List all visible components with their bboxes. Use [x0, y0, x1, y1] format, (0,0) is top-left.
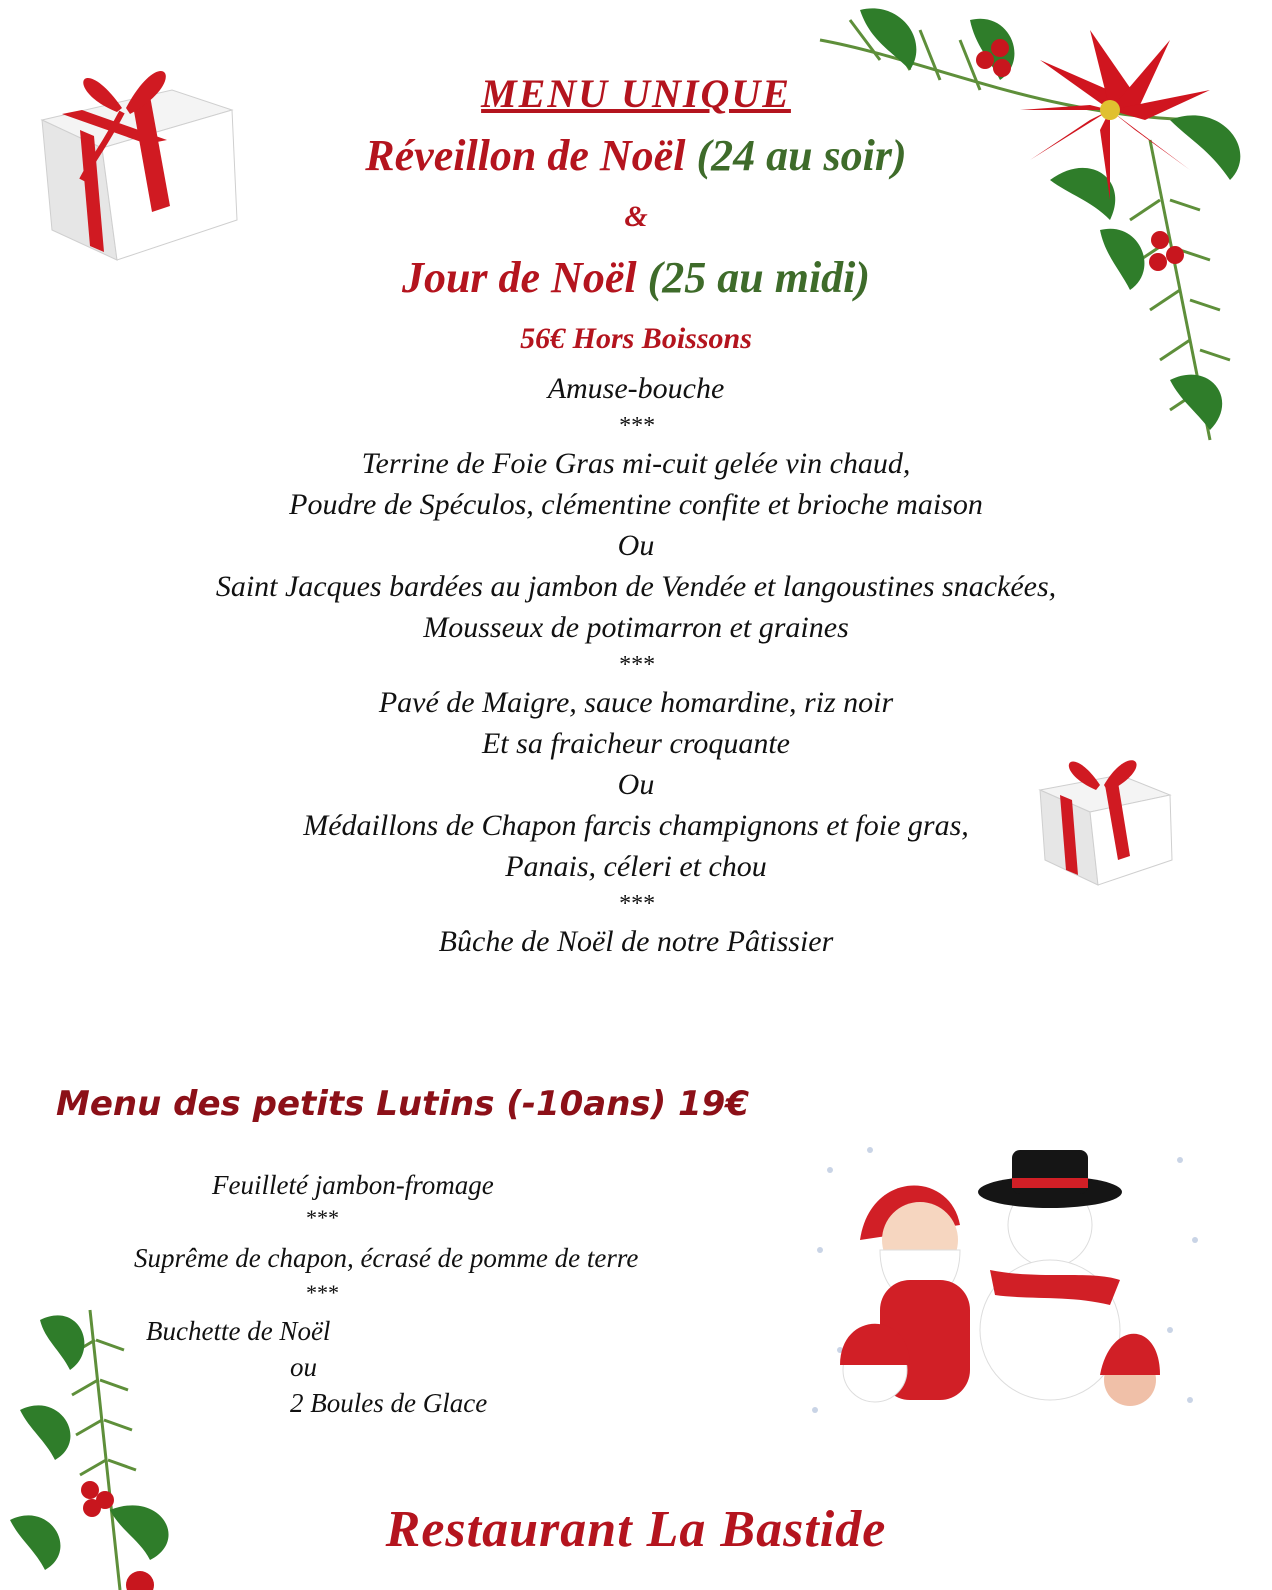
menu-line: Poudre de Spéculos, clémentine confite et brioche maison: [289, 488, 983, 521]
kids-line: ou: [290, 1352, 317, 1382]
menu-line: Ou: [617, 768, 655, 801]
kids-line: Suprême de chapon, écrasé de pomme de terre: [134, 1243, 639, 1273]
christmas-day-heading: [0, 252, 1272, 303]
separator: ***: [618, 891, 654, 917]
kids-menu-title: Menu des petits Lutins (-10ans) 19€: [56, 1084, 749, 1124]
menu-line: Amuse-bouche: [547, 372, 725, 405]
christmas-eve-heading: [0, 130, 1272, 181]
menu-line: Et sa fraicheur croquante: [481, 727, 790, 760]
separator: ***: [305, 1280, 338, 1305]
menu-line: Bûche de Noël de notre Pâtissier: [438, 925, 834, 958]
eve-label: Réveillon de Noël: [365, 131, 686, 180]
menu-line: Pavé de Maigre, sauce homardine, riz noir: [378, 686, 894, 719]
menu-line: Médaillons de Chapon farcis champignons et foie gras,: [303, 809, 969, 842]
separator: ***: [618, 652, 654, 678]
day-time: (25 au midi): [647, 253, 871, 302]
menu-line: Panais, céleri et chou: [505, 850, 767, 883]
menu-line: Saint Jacques bardées au jambon de Vendée et langoustines snackées,: [215, 570, 1057, 603]
kids-line: Feuilleté jambon-fromage: [212, 1170, 494, 1200]
menu-line: Mousseux de potimarron et graines: [423, 611, 849, 644]
day-label: Jour de Noël: [401, 253, 637, 302]
menu-title: MENU UNIQUE: [481, 71, 791, 116]
eve-time: (24 au soir): [696, 131, 907, 180]
gift-icon: [1030, 740, 1180, 890]
restaurant-name: Restaurant La Bastide: [385, 1501, 887, 1558]
menu-line: Ou: [617, 529, 655, 562]
santa-snowman-illustration: [800, 1130, 1210, 1450]
separator: ***: [618, 413, 654, 439]
kids-line: 2 Boules de Glace: [290, 1388, 488, 1418]
separator: ***: [305, 1205, 338, 1230]
menu-price: 56€ Hors Boissons: [520, 322, 752, 355]
menu-line: Terrine de Foie Gras mi-cuit gelée vin chaud,: [361, 447, 911, 480]
kids-line: Buchette de Noël: [146, 1316, 331, 1346]
ampersand: &: [624, 200, 648, 233]
